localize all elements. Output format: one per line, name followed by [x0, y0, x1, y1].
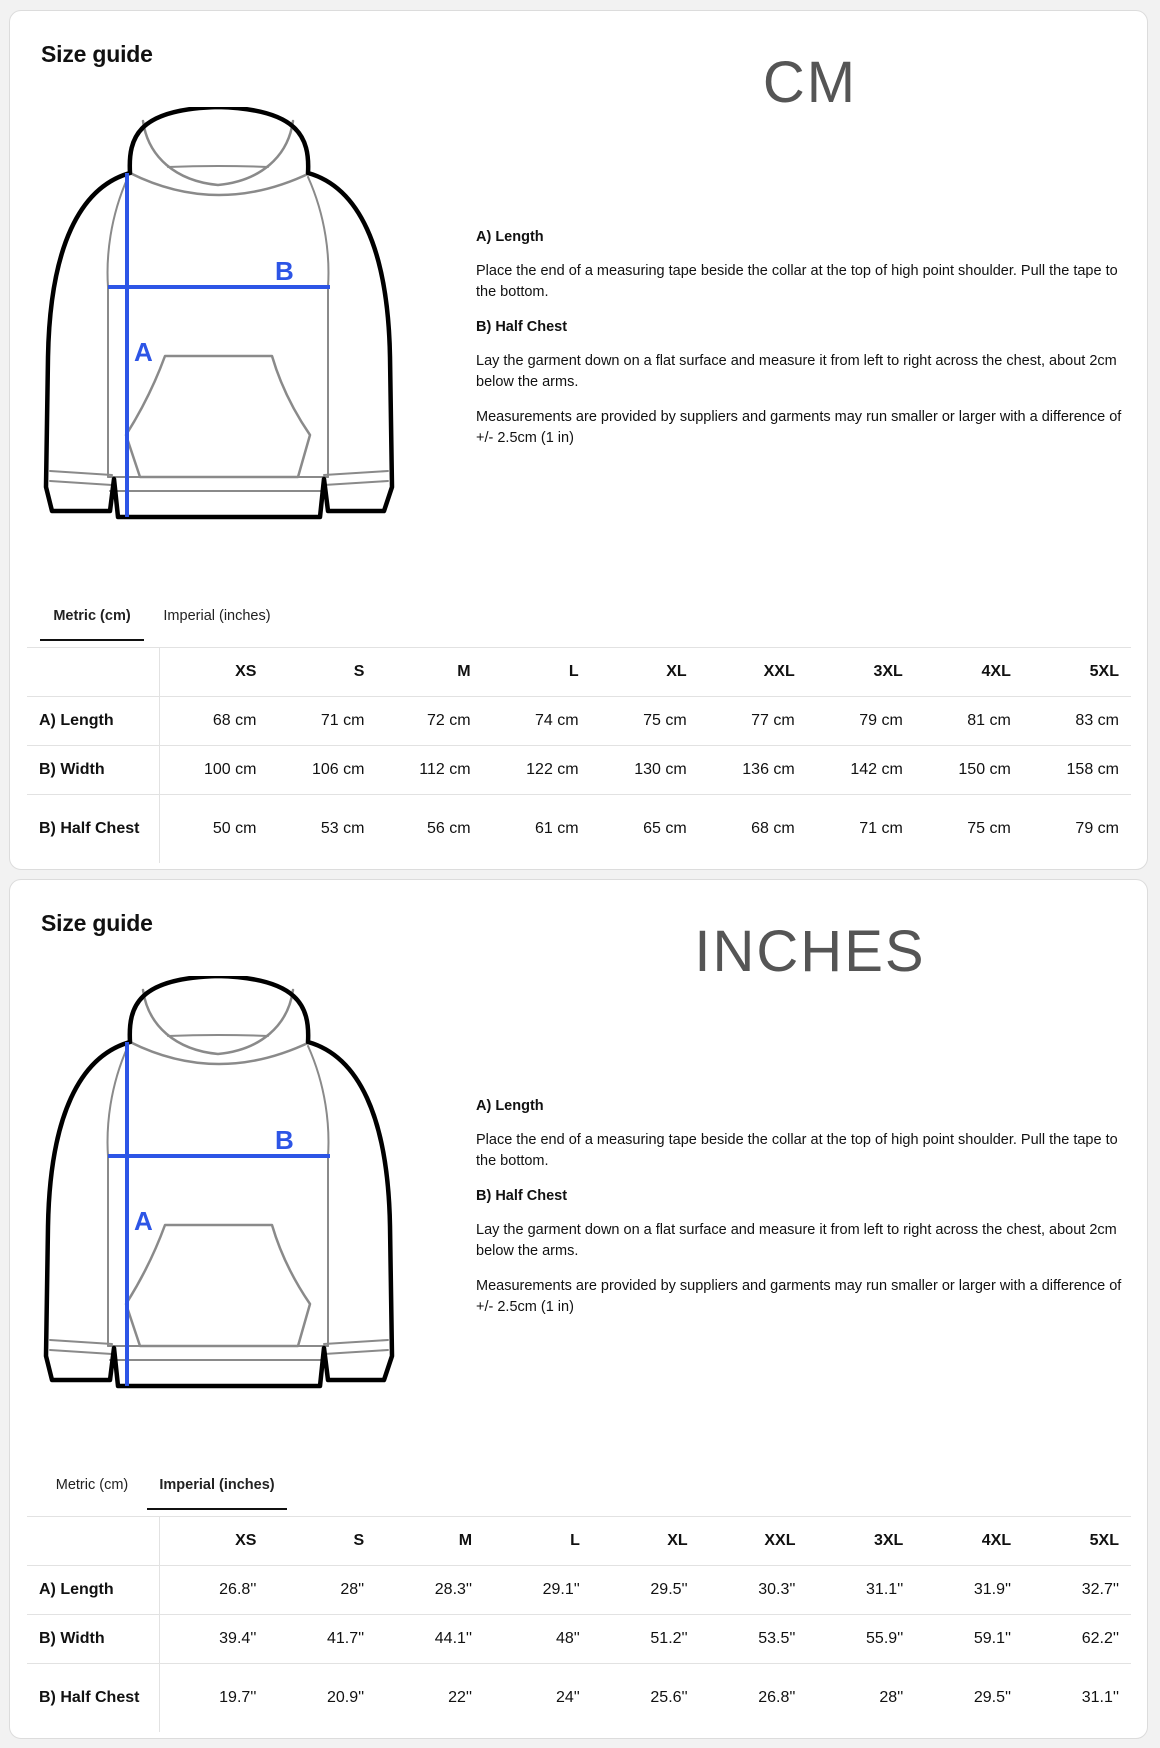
- size-table: [27, 647, 1131, 863]
- table-row: [27, 697, 1131, 746]
- hoodie-measurement-diagram: [38, 976, 438, 1456]
- table-row: [27, 746, 1131, 795]
- table-row: [27, 1615, 1131, 1664]
- size-header: XXL: [699, 648, 807, 697]
- row-label: A) Length: [27, 697, 160, 746]
- hem-band: [108, 1346, 328, 1360]
- kangaroo-pocket: [126, 356, 310, 477]
- label-b: B: [275, 256, 294, 286]
- length-text: Place the end of a measuring tape beside the collar at the top of high point shoulder. Pull the tape to the bottom.: [476, 1132, 1118, 1169]
- table-cell: 29.5'': [973, 1689, 1012, 1706]
- table-cell: 29.5'': [592, 1566, 700, 1615]
- measurement-note: Measurements are provided by suppliers and garments may run smaller or larger with a difference of +/- 2.5cm (1 in): [476, 409, 1122, 446]
- unit-heading: INCHES: [694, 919, 926, 984]
- size-header: XXL: [700, 1517, 808, 1566]
- table-cell: 122 cm: [483, 746, 591, 795]
- table-row: [27, 1664, 1131, 1733]
- kangaroo-pocket: [126, 1225, 310, 1346]
- length-heading: A) Length: [476, 1098, 544, 1114]
- half-chest-heading: B) Half Chest: [476, 319, 568, 335]
- tab-metric[interactable]: Metric (cm): [55, 1477, 129, 1493]
- table-cell: 59.1'': [915, 1615, 1023, 1664]
- collar-line: [168, 1035, 268, 1036]
- table-cell: 55.9'': [807, 1615, 915, 1664]
- left-sleeve-seam: [108, 1046, 128, 1156]
- size-table: [27, 1516, 1131, 1732]
- table-cell: 26.8'': [758, 1689, 796, 1706]
- table-cell: 30.3'': [700, 1566, 808, 1615]
- table-cell: 20.9'': [326, 1689, 365, 1706]
- table-corner: [27, 648, 160, 697]
- size-header: 5XL: [1023, 1517, 1131, 1566]
- row-label: B) Width: [27, 746, 160, 795]
- size-header: L: [484, 1517, 592, 1566]
- table-cell: 41.7'': [268, 1615, 376, 1664]
- table-cell: 31.1'': [807, 1566, 915, 1615]
- row-label: B) Half Chest: [27, 795, 160, 864]
- table-cell: 48'': [484, 1615, 592, 1664]
- label-b: B: [275, 1125, 294, 1155]
- half-chest-text: Lay the garment down on a flat surface and measure it from left to right across the chest, about 2cm below the arms.: [476, 353, 1117, 390]
- size-guide-panel-imperial: [9, 879, 1148, 1739]
- table-cell: 68 cm: [160, 697, 269, 746]
- panel-title: Size guide: [41, 41, 153, 67]
- table-cell: 130 cm: [591, 746, 699, 795]
- table-cell: 79 cm: [807, 697, 915, 746]
- hoodie-measurement-diagram: [38, 107, 438, 587]
- unit-tabs: [40, 599, 1140, 641]
- size-header: 3XL: [807, 648, 915, 697]
- size-header: L: [483, 648, 591, 697]
- left-cuff: [50, 1340, 112, 1354]
- measurement-instructions: [476, 227, 1126, 463]
- table-corner: [27, 1517, 160, 1566]
- table-cell: 28.3'': [376, 1566, 484, 1615]
- table-cell: 26.8'': [160, 1566, 269, 1615]
- size-header: XL: [591, 648, 699, 697]
- table-cell: 32.7'': [1023, 1566, 1131, 1615]
- table-cell: 79 cm: [1075, 820, 1119, 837]
- size-header: S: [268, 1517, 376, 1566]
- size-header: 5XL: [1023, 648, 1131, 697]
- row-label: B) Half Chest: [27, 1664, 160, 1733]
- table-cell: 53 cm: [320, 820, 365, 837]
- hem-band: [108, 477, 328, 491]
- table-cell: 77 cm: [699, 697, 807, 746]
- table-cell: 31.1'': [1081, 1689, 1119, 1706]
- label-a: A: [134, 337, 153, 367]
- row-label: A) Length: [27, 1566, 160, 1615]
- size-header: 4XL: [915, 648, 1023, 697]
- right-sleeve-seam: [308, 177, 328, 287]
- table-cell: 71 cm: [268, 697, 376, 746]
- table-row: [27, 1566, 1131, 1615]
- table-cell: 25.6'': [650, 1689, 688, 1706]
- table-cell: 81 cm: [915, 697, 1023, 746]
- table-cell: 28'': [879, 1689, 904, 1706]
- measurement-instructions: [476, 1096, 1126, 1332]
- table-cell: 31.9'': [915, 1566, 1023, 1615]
- table-cell: 29.1'': [484, 1566, 592, 1615]
- length-text: Place the end of a measuring tape beside the collar at the top of high point shoulder. Pull the tape to the bottom.: [476, 263, 1118, 300]
- table-cell: 50 cm: [212, 820, 257, 837]
- table-cell: 75 cm: [967, 820, 1011, 837]
- table-cell: 158 cm: [1023, 746, 1131, 795]
- table-cell: 75 cm: [591, 697, 699, 746]
- table-cell: 71 cm: [859, 820, 903, 837]
- table-cell: 72 cm: [376, 697, 482, 746]
- table-cell: 22'': [448, 1689, 473, 1706]
- right-sleeve-seam: [308, 1046, 328, 1156]
- hood-inner-outline: [143, 121, 293, 185]
- right-cuff: [324, 1340, 388, 1354]
- table-cell: 51.2'': [592, 1615, 700, 1664]
- size-header: M: [376, 648, 482, 697]
- measurement-note: Measurements are provided by suppliers and garments may run smaller or larger with a difference of +/- 2.5cm (1 in): [476, 1278, 1122, 1315]
- tab-metric[interactable]: Metric (cm): [40, 599, 144, 641]
- half-chest-text: Lay the garment down on a flat surface and measure it from left to right across the chest, about 2cm below the arms.: [476, 1222, 1117, 1259]
- table-cell: 136 cm: [699, 746, 807, 795]
- table-cell: 83 cm: [1023, 697, 1131, 746]
- tab-imperial[interactable]: Imperial (inches): [147, 1468, 287, 1510]
- table-cell: 150 cm: [915, 746, 1023, 795]
- label-a: A: [134, 1206, 153, 1236]
- size-header: XL: [592, 1517, 700, 1566]
- table-cell: 19.7'': [219, 1689, 257, 1706]
- size-header: S: [268, 648, 376, 697]
- size-header-row: [27, 648, 1131, 697]
- table-row: [27, 795, 1131, 864]
- size-header: 3XL: [807, 1517, 915, 1566]
- hoodie-outline: [46, 107, 392, 517]
- table-cell: 142 cm: [807, 746, 915, 795]
- table-cell: 68 cm: [751, 820, 795, 837]
- length-heading: A) Length: [476, 229, 544, 245]
- unit-tabs: [40, 1468, 1140, 1510]
- table-cell: 65 cm: [643, 820, 687, 837]
- size-header: 4XL: [915, 1517, 1023, 1566]
- left-sleeve-seam: [108, 177, 128, 287]
- size-guide-panel-metric: [9, 10, 1148, 870]
- table-cell: 39.4'': [160, 1615, 269, 1664]
- hoodie-outline: [46, 976, 392, 1386]
- table-cell: 106 cm: [268, 746, 376, 795]
- panel-title: Size guide: [41, 910, 153, 936]
- table-cell: 100 cm: [160, 746, 269, 795]
- hood-inner-outline: [143, 990, 293, 1054]
- table-cell: 44.1'': [376, 1615, 484, 1664]
- table-cell: 28'': [268, 1566, 376, 1615]
- tab-imperial[interactable]: Imperial (inches): [163, 608, 271, 624]
- table-cell: 56 cm: [426, 820, 471, 837]
- row-label: B) Width: [27, 1615, 160, 1664]
- table-cell: 61 cm: [535, 820, 579, 837]
- half-chest-heading: B) Half Chest: [476, 1188, 568, 1204]
- table-cell: 53.5'': [700, 1615, 808, 1664]
- size-header-row: [27, 1517, 1131, 1566]
- table-cell: 62.2'': [1023, 1615, 1131, 1664]
- collar-line: [168, 166, 268, 167]
- size-header: XS: [160, 1517, 269, 1566]
- right-cuff: [324, 471, 388, 485]
- table-cell: 112 cm: [376, 746, 482, 795]
- size-header: XS: [160, 648, 269, 697]
- table-cell: 24'': [555, 1689, 580, 1706]
- left-cuff: [50, 471, 112, 485]
- unit-heading: CM: [762, 50, 858, 115]
- table-cell: 74 cm: [483, 697, 591, 746]
- size-header: M: [376, 1517, 484, 1566]
